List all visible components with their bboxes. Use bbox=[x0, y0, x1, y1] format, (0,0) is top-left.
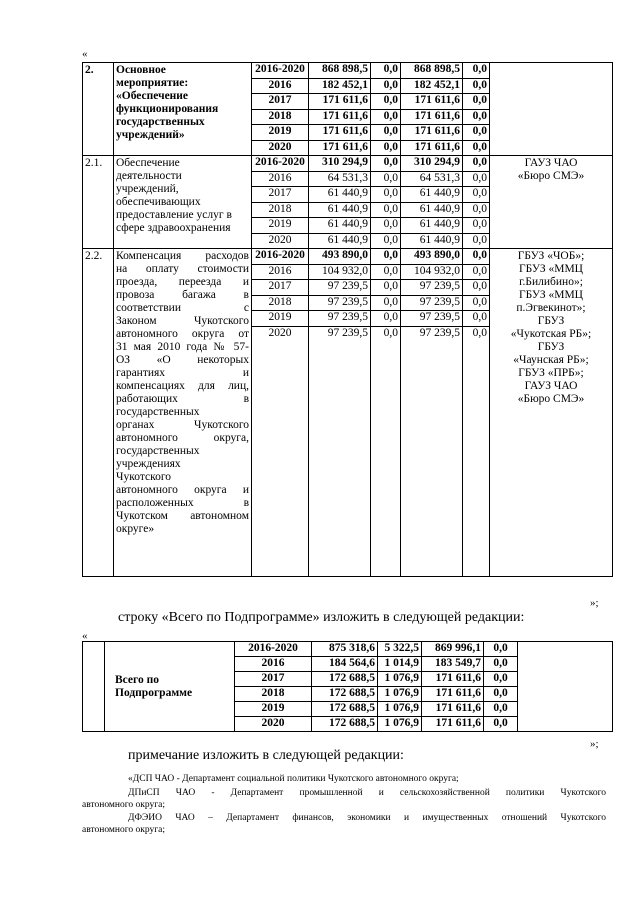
empty-cell bbox=[83, 642, 105, 732]
activity-name-line: ОЗ «О некоторых bbox=[116, 354, 249, 366]
federal-cell: 1 076,9 bbox=[378, 702, 422, 717]
federal-cell: 5 322,5 bbox=[378, 642, 422, 657]
activity-name-line: Законом Чукотского bbox=[116, 315, 249, 327]
year-cell: 2017 bbox=[235, 672, 312, 687]
year-cell: 2016 bbox=[252, 79, 309, 94]
year-cell: 2019 bbox=[252, 311, 309, 327]
other-cell: 0,0 bbox=[463, 63, 490, 79]
activity-name-line: предоставление услуг в bbox=[116, 209, 232, 221]
regional-cell: 97 239,5 bbox=[401, 327, 463, 577]
total-cell: 61 440,9 bbox=[309, 203, 371, 218]
federal-cell: 1 014,9 bbox=[378, 657, 422, 672]
total-cell: 868 898,5 bbox=[309, 63, 371, 79]
total-cell: 171 611,6 bbox=[309, 125, 371, 141]
activity-name-line: гарантиях и bbox=[116, 367, 249, 379]
total-cell: 172 688,5 bbox=[312, 687, 378, 702]
activity-name-line: 31 мая 2010 года № 57- bbox=[116, 341, 249, 353]
activity-name-line: Компенсация расходов bbox=[116, 250, 249, 262]
activity-name-line: мероприятие: bbox=[116, 77, 189, 89]
other-cell: 0,0 bbox=[484, 657, 518, 672]
total-label-line: Подпрограмме bbox=[115, 686, 193, 699]
executor-line: ГБУЗ bbox=[537, 341, 565, 353]
year-cell: 2019 bbox=[252, 218, 309, 234]
total-cell: 171 611,6 bbox=[309, 110, 371, 125]
other-cell: 0,0 bbox=[463, 172, 490, 187]
executor-line: «Бюро СМЭ» bbox=[517, 393, 585, 405]
federal-cell: 0,0 bbox=[371, 187, 401, 203]
federal-cell: 0,0 bbox=[371, 327, 401, 577]
note-line-first: ДФЭИО ЧАО – Департамент финансов, экономики и имущественных отношений Чукотского bbox=[128, 813, 606, 823]
federal-cell: 0,0 bbox=[371, 172, 401, 187]
row-number: 2. bbox=[83, 63, 114, 156]
total-label bbox=[105, 642, 235, 732]
regional-cell: 61 440,9 bbox=[401, 187, 463, 203]
other-cell: 0,0 bbox=[463, 187, 490, 203]
empty-cell bbox=[518, 642, 613, 732]
note-line-first: ДПиСП ЧАО - Департамент промышленной и сельскохозяйственной политики Чукотского bbox=[128, 788, 606, 798]
executor-line: ГАУЗ ЧАО bbox=[524, 157, 578, 169]
executor-line: ГАУЗ ЧАО bbox=[524, 380, 578, 392]
total-cell: 172 688,5 bbox=[312, 702, 378, 717]
federal-cell: 0,0 bbox=[371, 311, 401, 327]
executor-cell bbox=[490, 63, 613, 156]
regional-cell: 171 611,6 bbox=[401, 125, 463, 141]
regional-cell: 171 611,6 bbox=[422, 717, 484, 732]
activity-name-line: проезда, переезда и bbox=[116, 276, 249, 288]
activity-name-line: соответствии с bbox=[116, 302, 249, 314]
other-cell: 0,0 bbox=[463, 79, 490, 94]
total-cell: 875 318,6 bbox=[312, 642, 378, 657]
executor-line: ГБУЗ «ПРБ»; bbox=[518, 367, 584, 379]
regional-cell: 97 239,5 bbox=[401, 296, 463, 311]
year-cell: 2017 bbox=[252, 187, 309, 203]
note-line-rest: автономного округа; bbox=[82, 825, 166, 835]
regional-cell: 868 898,5 bbox=[401, 63, 463, 79]
year-cell: 2016-2020 bbox=[252, 156, 309, 172]
year-cell: 2018 bbox=[252, 110, 309, 125]
executor-line: г.Билибино»; bbox=[519, 276, 583, 288]
total-cell: 97 239,5 bbox=[309, 311, 371, 327]
executor-line: ГБУЗ bbox=[537, 315, 565, 327]
note-line: «ДСП ЧАО - Департамент социальной политики Чукотского автономного округа; bbox=[128, 774, 459, 784]
activity-name-line: Чукотском автономном bbox=[116, 510, 249, 522]
other-cell: 0,0 bbox=[463, 234, 490, 249]
activity-name-line: «Обеспечение bbox=[116, 90, 189, 102]
federal-cell: 0,0 bbox=[371, 280, 401, 296]
activity-name-line: органах Чукотского bbox=[116, 419, 249, 431]
executor-line: «Чукотская РБ»; bbox=[510, 328, 592, 340]
total-cell: 172 688,5 bbox=[312, 672, 378, 687]
federal-cell: 0,0 bbox=[371, 234, 401, 249]
other-cell: 0,0 bbox=[484, 687, 518, 702]
regional-cell: 61 440,9 bbox=[401, 203, 463, 218]
open-quote: « bbox=[82, 630, 88, 642]
federal-cell: 0,0 bbox=[371, 265, 401, 280]
year-cell: 2018 bbox=[252, 203, 309, 218]
other-cell: 0,0 bbox=[463, 203, 490, 218]
activity-name-line: обеспечивающих bbox=[116, 196, 201, 208]
close-quote: »; bbox=[590, 738, 599, 750]
activity-name-line: провоза багажа в bbox=[116, 289, 249, 301]
year-cell: 2019 bbox=[252, 125, 309, 141]
activity-name-line: округе» bbox=[116, 523, 155, 535]
other-cell: 0,0 bbox=[463, 280, 490, 296]
executor-line: «Бюро СМЭ» bbox=[517, 170, 585, 182]
activities-table bbox=[82, 62, 613, 577]
activity-name-line: на оплату стоимости bbox=[116, 263, 249, 275]
activity-name-line: функционирования bbox=[116, 103, 219, 115]
total-cell: 97 239,5 bbox=[309, 296, 371, 311]
activity-name-line: сфере здравоохранения bbox=[116, 222, 231, 234]
regional-cell: 493 890,0 bbox=[401, 249, 463, 265]
activity-name-line: учреждениях bbox=[116, 458, 181, 470]
table-row bbox=[83, 642, 613, 657]
instruction-text: примечание изложить в следующей редакции: bbox=[128, 748, 404, 763]
federal-cell: 0,0 bbox=[371, 296, 401, 311]
table-row bbox=[83, 63, 613, 79]
regional-cell: 869 996,1 bbox=[422, 642, 484, 657]
total-cell: 104 932,0 bbox=[309, 265, 371, 280]
regional-cell: 183 549,7 bbox=[422, 657, 484, 672]
regional-cell: 97 239,5 bbox=[401, 311, 463, 327]
regional-cell: 171 611,6 bbox=[422, 702, 484, 717]
total-cell: 172 688,5 bbox=[312, 717, 378, 732]
regional-cell: 61 440,9 bbox=[401, 234, 463, 249]
other-cell: 0,0 bbox=[463, 110, 490, 125]
federal-cell: 0,0 bbox=[371, 156, 401, 172]
federal-cell: 1 076,9 bbox=[378, 717, 422, 732]
activity-name bbox=[114, 63, 252, 156]
federal-cell: 0,0 bbox=[371, 203, 401, 218]
total-cell: 61 440,9 bbox=[309, 218, 371, 234]
activity-name-line: расположенных в bbox=[116, 497, 249, 509]
total-cell: 184 564,6 bbox=[312, 657, 378, 672]
year-cell: 2017 bbox=[252, 94, 309, 110]
year-cell: 2016-2020 bbox=[235, 642, 312, 657]
activity-name-line: работающих в bbox=[116, 393, 249, 405]
activity-name-line: учреждений» bbox=[116, 129, 185, 141]
activity-name-line: государственных bbox=[116, 445, 200, 457]
federal-cell: 1 076,9 bbox=[378, 687, 422, 702]
total-cell: 97 239,5 bbox=[309, 280, 371, 296]
instruction-text: строку «Всего по Подпрограмме» изложить в следующей редакции: bbox=[118, 610, 525, 625]
total-cell: 61 440,9 bbox=[309, 187, 371, 203]
year-cell: 2018 bbox=[235, 687, 312, 702]
activity-name-line: Чукотского bbox=[116, 471, 172, 483]
year-cell: 2016 bbox=[235, 657, 312, 672]
activity-name-line: Основное bbox=[116, 64, 166, 76]
other-cell: 0,0 bbox=[463, 156, 490, 172]
other-cell: 0,0 bbox=[484, 642, 518, 657]
activity-name-line: автономного округа и bbox=[116, 484, 249, 496]
other-cell: 0,0 bbox=[463, 296, 490, 311]
executor-line: «Чаунская РБ»; bbox=[513, 354, 589, 366]
row-number: 2.1. bbox=[83, 156, 114, 249]
activity-name-line: Обеспечение bbox=[116, 157, 180, 169]
regional-cell: 64 531,3 bbox=[401, 172, 463, 187]
regional-cell: 171 611,6 bbox=[422, 687, 484, 702]
other-cell: 0,0 bbox=[463, 327, 490, 577]
federal-cell: 0,0 bbox=[371, 249, 401, 265]
year-cell: 2016-2020 bbox=[252, 249, 309, 265]
year-cell: 2016-2020 bbox=[252, 63, 309, 79]
executor-line: ГБУЗ «ММЦ bbox=[519, 289, 583, 301]
federal-cell: 0,0 bbox=[371, 110, 401, 125]
open-quote: « bbox=[82, 48, 88, 60]
year-cell: 2016 bbox=[252, 172, 309, 187]
activity-name-line: автономного округа, bbox=[116, 432, 249, 444]
activity-name-line: компенсациях для лиц, bbox=[116, 380, 249, 392]
executor-line: ГБУЗ «ЧОБ»; bbox=[517, 250, 585, 262]
year-cell: 2018 bbox=[252, 296, 309, 311]
activity-name-line: деятельности bbox=[116, 170, 182, 182]
other-cell: 0,0 bbox=[463, 141, 490, 156]
regional-cell: 310 294,9 bbox=[401, 156, 463, 172]
activity-name-line: учреждений, bbox=[116, 183, 179, 195]
note-line-rest: автономного округа; bbox=[82, 800, 166, 810]
year-cell: 2016 bbox=[252, 265, 309, 280]
regional-cell: 171 611,6 bbox=[401, 141, 463, 156]
activity-name bbox=[114, 156, 252, 249]
regional-cell: 104 932,0 bbox=[401, 265, 463, 280]
total-cell: 61 440,9 bbox=[309, 234, 371, 249]
activity-name bbox=[114, 249, 252, 577]
other-cell: 0,0 bbox=[463, 218, 490, 234]
table-row bbox=[83, 249, 613, 265]
federal-cell: 0,0 bbox=[371, 63, 401, 79]
regional-cell: 182 452,1 bbox=[401, 79, 463, 94]
federal-cell: 1 076,9 bbox=[378, 672, 422, 687]
executor-line: п.Эгвекинот»; bbox=[516, 302, 586, 314]
activity-name-line: автономного округа от bbox=[116, 328, 249, 340]
activity-name-line: государственных bbox=[116, 406, 200, 418]
other-cell: 0,0 bbox=[463, 265, 490, 280]
year-cell: 2020 bbox=[252, 327, 309, 577]
total-cell: 310 294,9 bbox=[309, 156, 371, 172]
regional-cell: 61 440,9 bbox=[401, 218, 463, 234]
close-quote: »; bbox=[590, 597, 599, 609]
federal-cell: 0,0 bbox=[371, 79, 401, 94]
other-cell: 0,0 bbox=[463, 125, 490, 141]
regional-cell: 171 611,6 bbox=[422, 672, 484, 687]
other-cell: 0,0 bbox=[484, 717, 518, 732]
executor-cell bbox=[490, 156, 613, 249]
row-number: 2.2. bbox=[83, 249, 114, 577]
federal-cell: 0,0 bbox=[371, 125, 401, 141]
executor-line: ГБУЗ «ММЦ bbox=[519, 263, 583, 275]
total-cell: 493 890,0 bbox=[309, 249, 371, 265]
activity-name-line: государственных bbox=[116, 116, 205, 128]
federal-cell: 0,0 bbox=[371, 141, 401, 156]
year-cell: 2020 bbox=[252, 234, 309, 249]
regional-cell: 97 239,5 bbox=[401, 280, 463, 296]
other-cell: 0,0 bbox=[463, 249, 490, 265]
table-row bbox=[83, 156, 613, 172]
federal-cell: 0,0 bbox=[371, 94, 401, 110]
total-cell: 182 452,1 bbox=[309, 79, 371, 94]
year-cell: 2019 bbox=[235, 702, 312, 717]
federal-cell: 0,0 bbox=[371, 218, 401, 234]
total-cell: 97 239,5 bbox=[309, 327, 371, 577]
regional-cell: 171 611,6 bbox=[401, 110, 463, 125]
total-cell: 171 611,6 bbox=[309, 141, 371, 156]
year-cell: 2020 bbox=[235, 717, 312, 732]
other-cell: 0,0 bbox=[484, 672, 518, 687]
year-cell: 2020 bbox=[252, 141, 309, 156]
year-cell: 2017 bbox=[252, 280, 309, 296]
total-table bbox=[82, 641, 613, 732]
total-label-line: Всего по bbox=[115, 673, 159, 686]
other-cell: 0,0 bbox=[484, 702, 518, 717]
other-cell: 0,0 bbox=[463, 311, 490, 327]
executor-cell bbox=[490, 249, 613, 577]
regional-cell: 171 611,6 bbox=[401, 94, 463, 110]
other-cell: 0,0 bbox=[463, 94, 490, 110]
total-cell: 64 531,3 bbox=[309, 172, 371, 187]
total-cell: 171 611,6 bbox=[309, 94, 371, 110]
